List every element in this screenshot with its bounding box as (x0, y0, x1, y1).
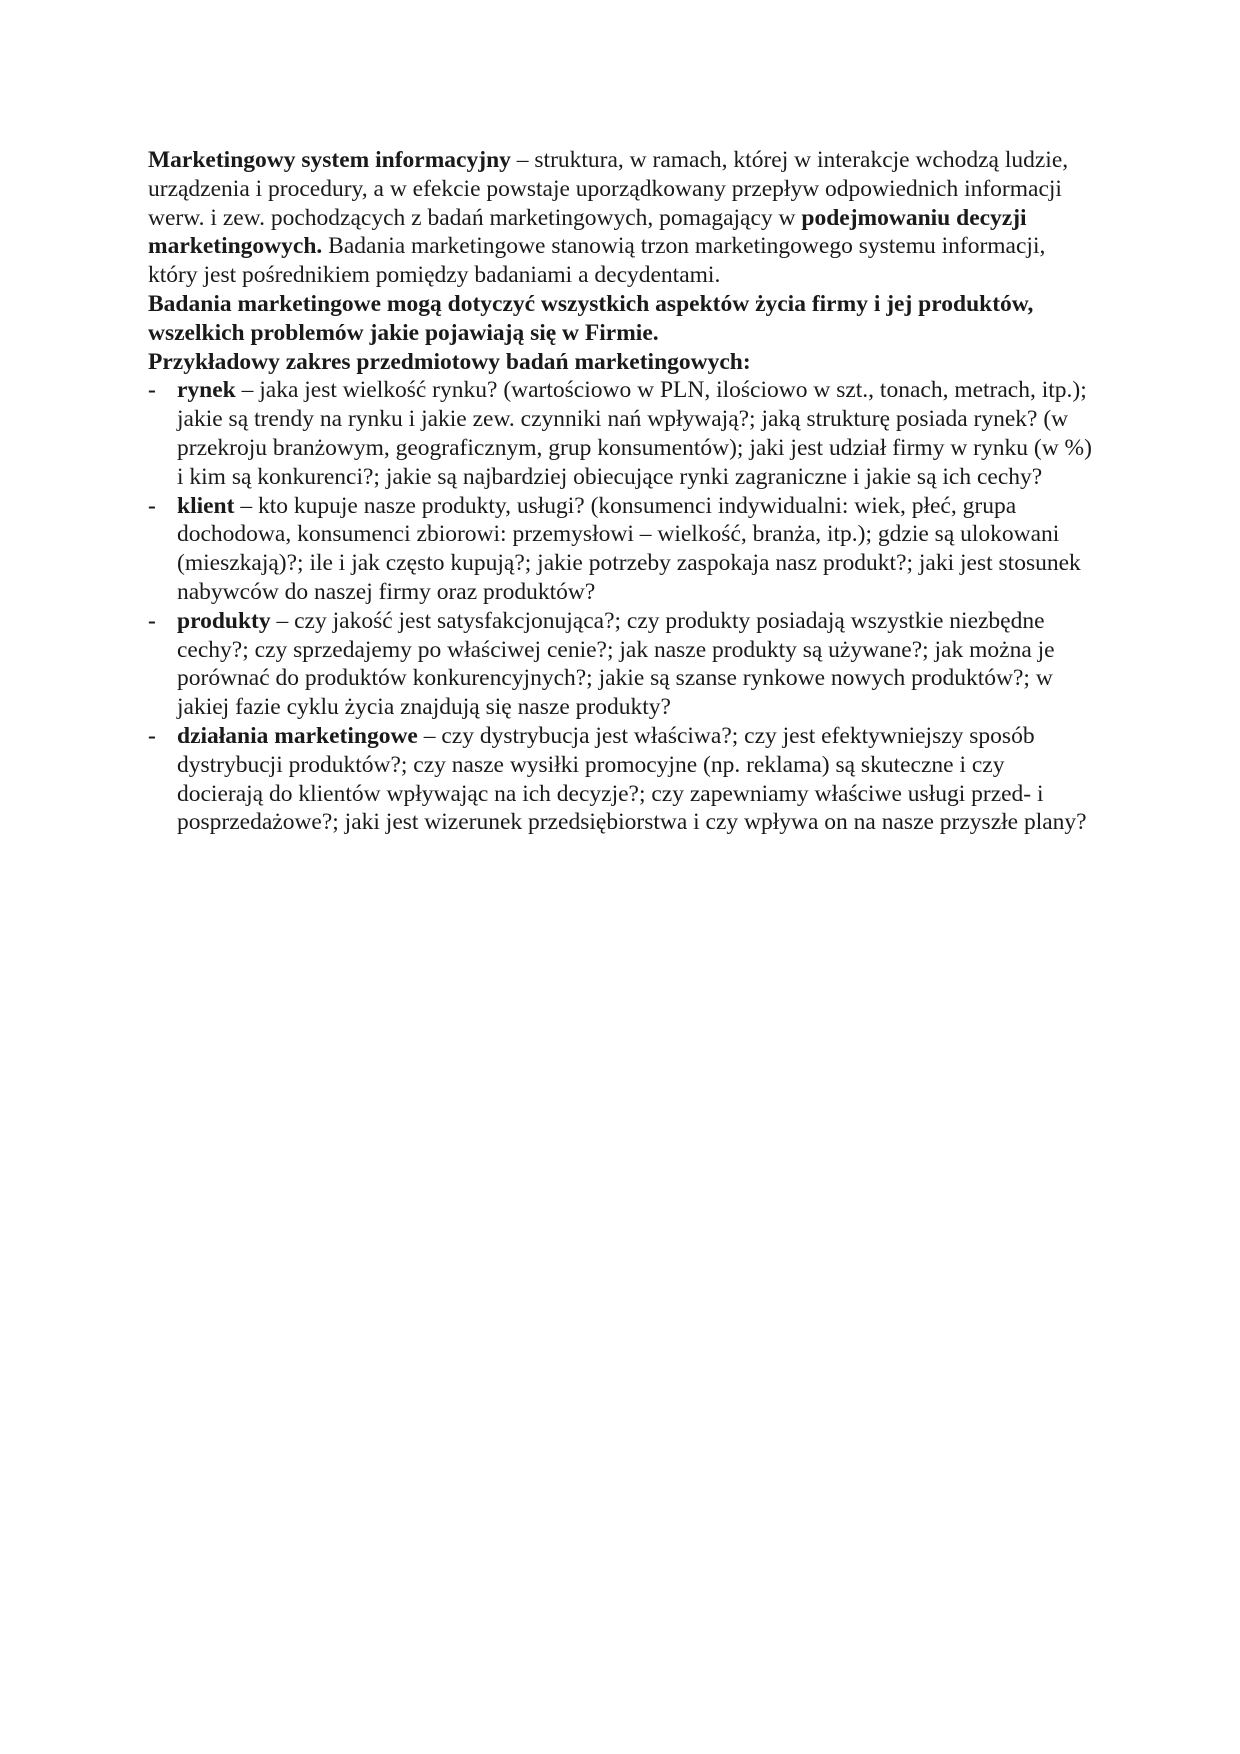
item-text: – jaka jest wielkość rynku? (wartościowo w PLN, ilościowo w szt., tonach, metrach, itp.); jakie są trendy na rynku i jakie zew. czynniki nań wpływają?; jaką strukturę posiada rynek? (w przekroju branżowym, geograficznym, grup konsumentów); jaki jest udział firmy w rynku (w %) i kim są konkurenci?; jakie są najbardziej obiecujące rynki zagraniczne i jakie są ich cechy? (177, 377, 1092, 490)
list-item-dzialania-marketingowe (148, 722, 1096, 837)
item-term: klient (177, 492, 235, 519)
scope-statement: Badania marketingowe mogą dotyczyć wszystkich aspektów życia firmy i jej produktów, wszelkich problemów jakie pojawiają się w Firmie. (148, 290, 1034, 346)
list-item-klient (148, 492, 1096, 607)
item-term: rynek (177, 377, 236, 404)
bullet-marker: - (148, 607, 156, 634)
list-heading: Przykładowy zakres przedmiotowy badań marketingowych: (148, 348, 751, 375)
item-term: produkty (177, 607, 271, 634)
intro-continuation: Badania marketingowe stanowią trzon marketingowego systemu informacji, który jest pośrednikiem pomiędzy badaniami a decydentami. (148, 233, 1046, 289)
bullet-marker: - (148, 377, 156, 404)
list-item-rynek (148, 376, 1096, 491)
item-text: – czy jakość jest satysfakcjonująca?; czy produkty posiadają wszystkie niezbędne cechy?; czy sprzedajemy po właściwej cenie?; jak nasze produkty są używane?; jak można je porównać do produktów konkurencyjnych?; jakie są szanse rynkowe nowych produktów?; w jakiej fazie cyklu życia znajdują się nasze produkty? (177, 607, 1055, 721)
intro-paragraph (148, 146, 1096, 290)
item-text: – czy dystrybucja jest właściwa?; czy jest efektywniejszy sposób dystrybucji produktów?; czy nasze wysiłki promocyjne (np. reklama) są skuteczne i czy docierają do klientów wpływając na ich decyzje?; czy zapewniamy właściwe usługi przed- i posprzedażowe?; jaki jest wizerunek przedsiębiorstwa i czy wpływa on na nasze przyszłe plany? (177, 722, 1087, 836)
intro-definition-bold: podejmowaniu decyzji marketingowych. (148, 204, 1027, 260)
bullet-marker: - (148, 722, 156, 749)
bullet-marker: - (148, 492, 156, 519)
item-term: działania marketingowe (177, 722, 418, 749)
intro-definition: – struktura, w ramach, której w interakcje wchodzą ludzie, urządzenia i procedury, a w efekcie powstaje uporządkowany przepływ odpowiednich informacji werw. i zew. pochodzących z badań marketingowych, pomagający w (148, 147, 1069, 231)
topic-list (148, 376, 1096, 837)
item-text: – kto kupuje nasze produkty, usługi? (konsumenci indywidualni: wiek, płeć, grupa dochodowa, konsumenci zbiorowi: przemysłowi – wielkość, branża, itp.); gdzie są ulokowani (mieszkają)?; ile i jak często kupują?; jakie potrzeby zaspokaja nasz produkt?; jaki jest stosunek nabywców do naszej firmy oraz produktów? (177, 492, 1081, 605)
document-body (148, 146, 1096, 837)
list-item-produkty (148, 607, 1096, 722)
intro-term: Marketingowy system informacyjny (148, 147, 511, 173)
